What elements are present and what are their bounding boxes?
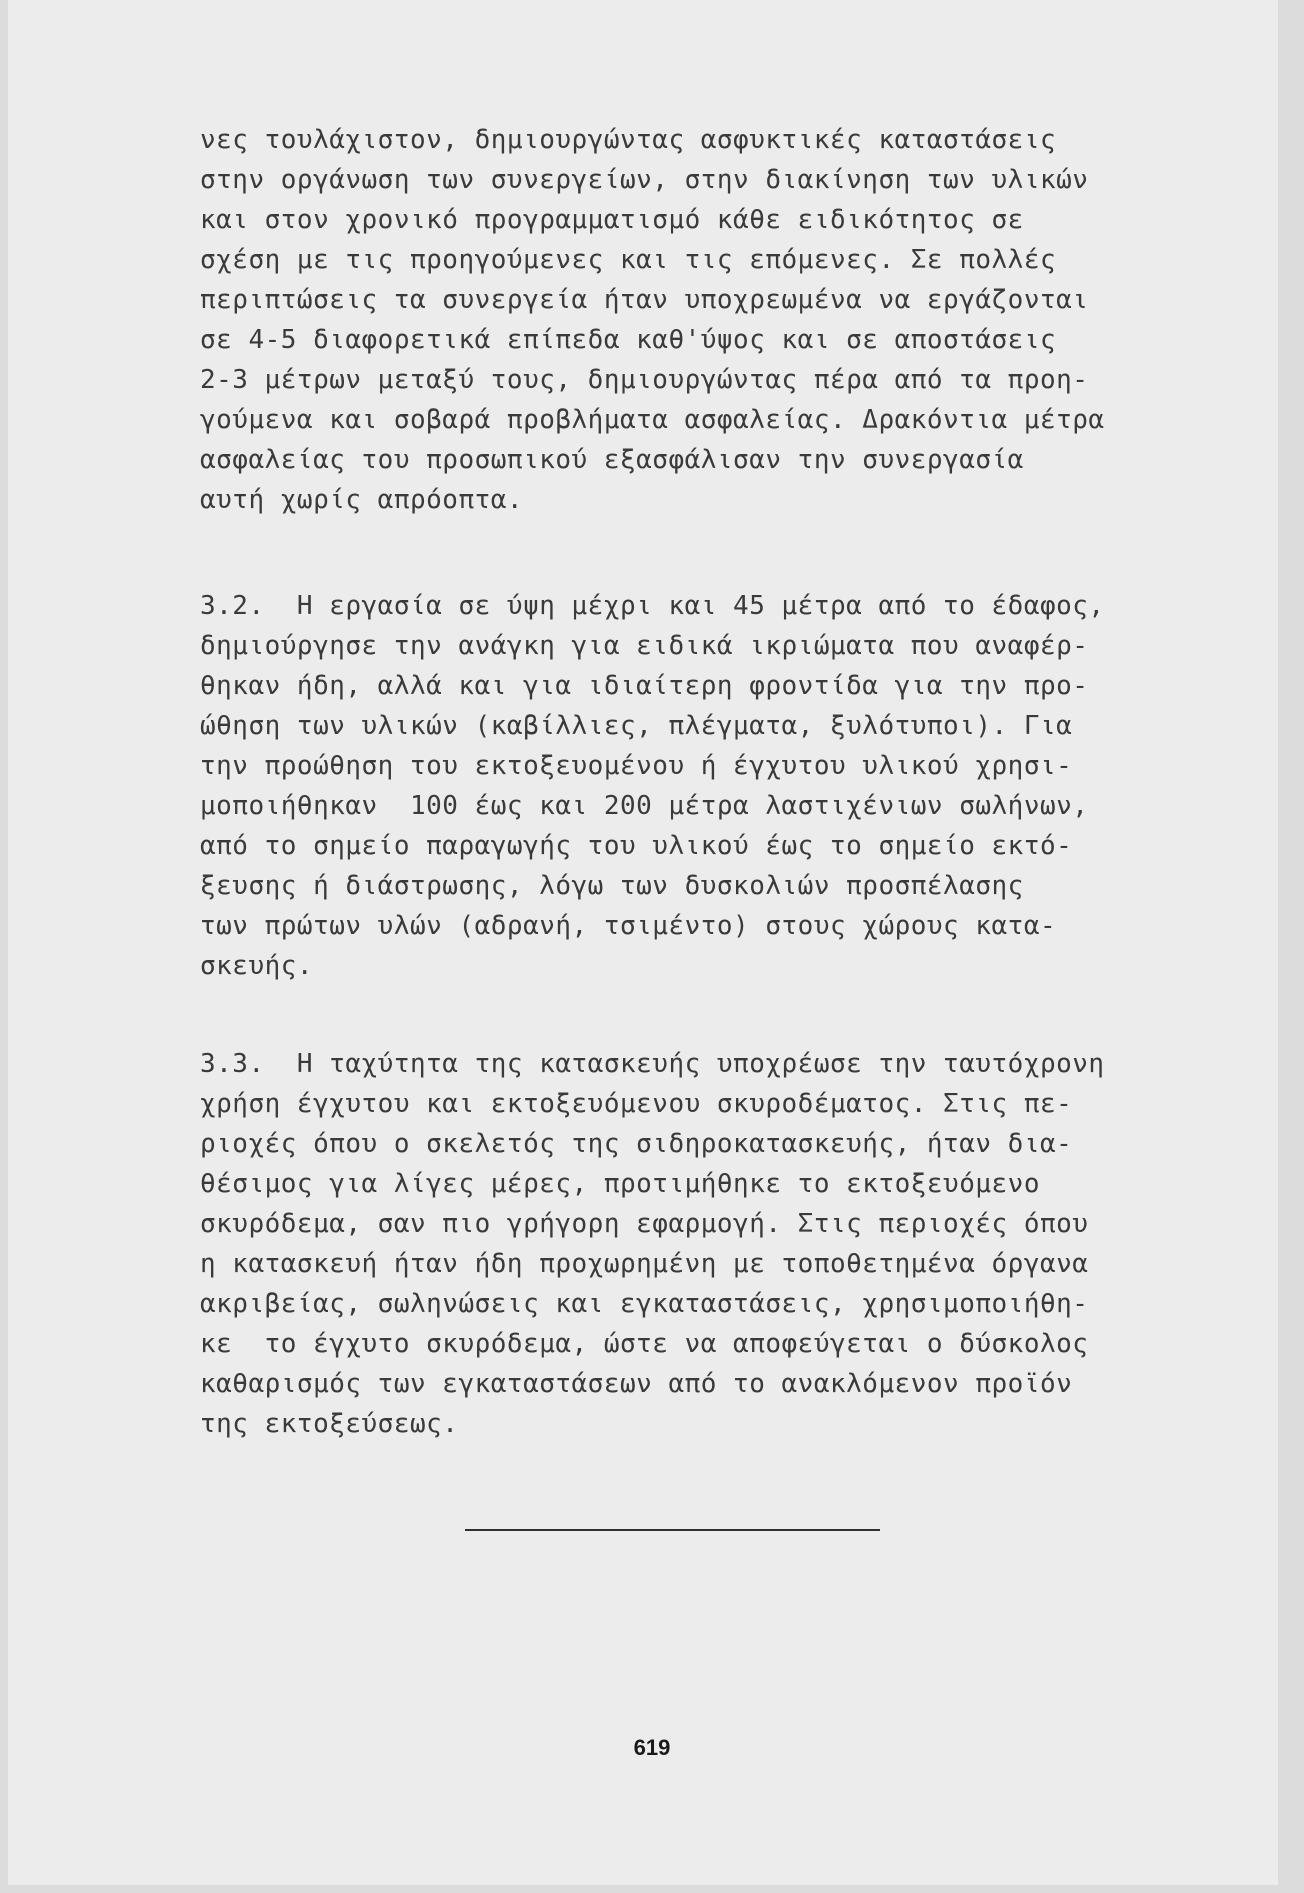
text-line: ακριβείας, σωληνώσεις και εγκαταστάσεις, χρησιμοποιήθη- [200,1289,1089,1319]
text-line: θηκαν ήδη, αλλά και για ιδιαίτερη φροντίδα για την προ- [200,671,1089,701]
text-line: δημιούργησε την ανάγκη για ειδικά ικριώματα που αναφέρ- [200,631,1089,661]
text-line: ξευσης ή διάστρωσης, λόγω των δυσκολιών προσπέλασης [200,871,1024,901]
text-line: σε 4-5 διαφορετικά επίπεδα καθ'ύψος και σε αποστάσεις [200,325,1057,355]
footnote-divider [465,1529,880,1531]
text-line: 3.2. Η εργασία σε ύψη μέχρι και 45 μέτρα από το έδαφος, [200,591,1105,621]
text-line: 3.3. Η ταχύτητα της κατασκευής υποχρέωσε την ταυτόχρονη [200,1049,1105,1079]
text-line: και στον χρονικό προγραμματισμό κάθε ειδικότητος σε [200,205,1024,235]
text-line: 2-3 μέτρων μεταξύ τους, δημιουργώντας πέρα από τα προη- [200,365,1089,395]
text-line: στην οργάνωση των συνεργείων, στην διακίνηση των υλικών [200,165,1089,195]
text-line: ασφαλείας του προσωπικού εξασφάλισαν την συνεργασία [200,445,1024,475]
text-line: γούμενα και σοβαρά προβλήματα ασφαλείας. Δρακόντια μέτρα [200,405,1105,435]
text-line: μοποιήθηκαν 100 έως και 200 μέτρα λαστιχένιων σωλήνων, [200,791,1089,821]
text-line: την προώθηση του εκτοξευομένου ή έγχυτου υλικού χρησι- [200,751,1073,781]
text-line: από το σημείο παραγωγής του υλικού έως το σημείο εκτό- [200,831,1073,861]
paragraph-section-3-2 [200,586,1150,986]
text-line: της εκτοξεύσεως. [200,1409,459,1439]
text-line: νες τουλάχιστον, δημιουργώντας ασφυκτικές καταστάσεις [200,125,1057,155]
page-number: 619 [633,1735,671,1760]
text-line: χρήση έγχυτου και εκτοξευόμενου σκυροδέματος. Στις πε- [200,1089,1073,1119]
text-line: σκυρόδεμα, σαν πιο γρήγορη εφαρμογή. Στις περιοχές όπου [200,1209,1089,1239]
text-line: αυτή χωρίς απρόοπτα. [200,485,524,515]
text-line: θέσιμος για λίγες μέρες, προτιμήθηκε το εκτοξευόμενο [200,1169,1040,1199]
paragraph-continuation [200,120,1150,520]
text-line: ριοχές όπου ο σκελετός της σιδηροκατασκευής, ήταν δια- [200,1129,1073,1159]
text-line: η κατασκευή ήταν ήδη προχωρημένη με τοποθετημένα όργανα [200,1249,1089,1279]
text-line: περιπτώσεις τα συνεργεία ήταν υποχρεωμένα να εργάζονται [200,285,1089,315]
paragraph-section-3-3 [200,1044,1150,1444]
text-line: κε το έγχυτο σκυρόδεμα, ώστε να αποφεύγεται ο δύσκολος [200,1329,1089,1359]
text-line: των πρώτων υλών (αδρανή, τσιμέντο) στους χώρους κατα- [200,911,1057,941]
text-line: καθαρισμός των εγκαταστάσεων από το ανακλόμενον προϊόν [200,1369,1073,1399]
text-line: ώθηση των υλικών (καβίλλιες, πλέγματα, ξυλότυποι). Για [200,711,1073,741]
text-line: σκευής. [200,951,314,981]
text-line: σχέση με τις προηγούμενες και τις επόμενες. Σε πολλές [200,245,1057,275]
